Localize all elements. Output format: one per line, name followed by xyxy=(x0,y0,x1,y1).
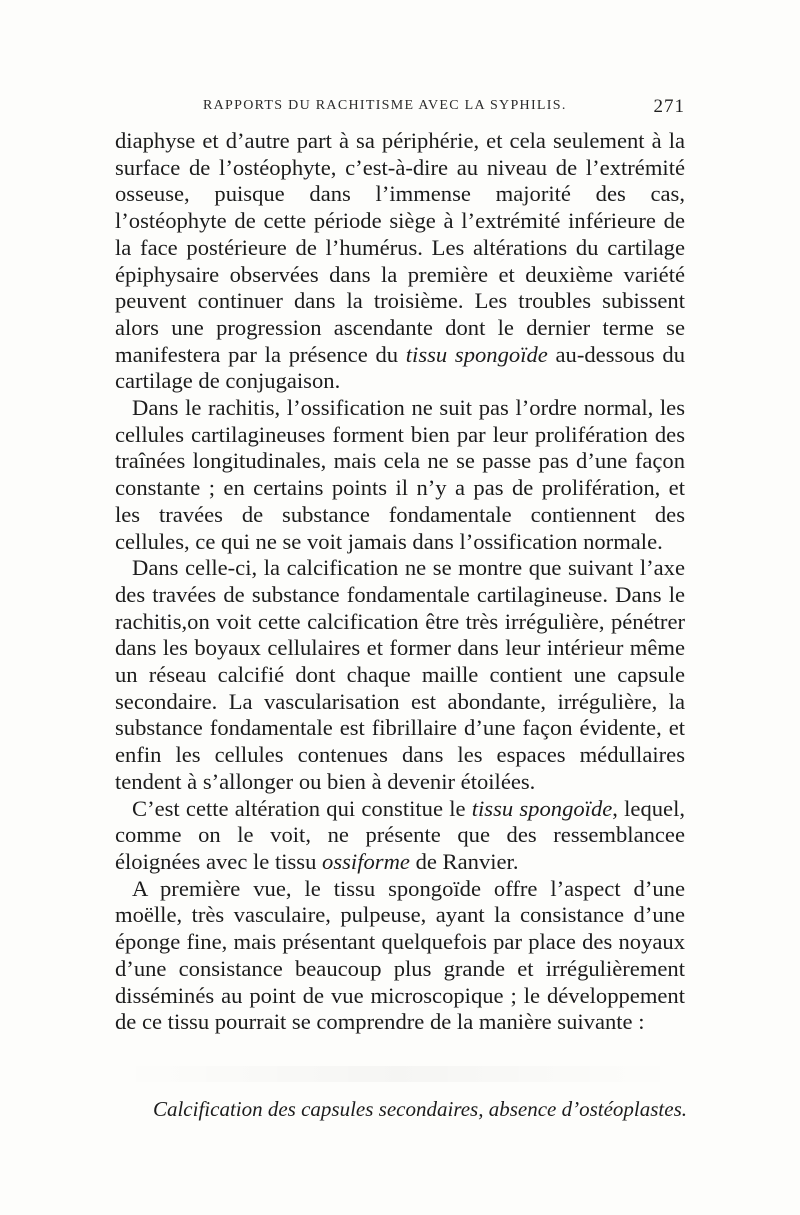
paragraph-1-text-a: diaphyse et d’autre part à sa périphérie, et cela seulement à la surface de l’ostéophyte, c’est-à-dire au niveau de l’extrémité osseuse, puisque dans l’immense majorité des cas, l’ostéophyte de cette période siège à l’extrémité inférieure de la face postérieure de l’humérus. Les altérations du cartilage épiphysaire observées dans la première et deuxième variété peuvent continuer dans la troisième. Les troubles subissent alors une progression ascendante dont le dernier terme se manifestera par la présence du xyxy=(115,128,685,367)
paragraph-4-emphasis-2: ossiforme xyxy=(322,848,410,874)
figure-caption: Calcification des capsules secondaires, absence d’ostéoplastes. xyxy=(152,1097,687,1121)
paragraph-5: A première vue, le tissu spongoïde offre l’aspect d’une moëlle, très vasculaire, pulpeuse, ayant la consistance d’une éponge fine, mais présentant quelquefois par place des noyaux d’une consistance beaucoup plus grande et irrégulièrement disséminés au point de vue microscopique ; le développement de ce tissu pourrait se comprendre de la manière suivante : xyxy=(115,875,685,1035)
paragraph-3: Dans celle-ci, la calcification ne se montre que suivant l’axe des travées de substance fondamentale cartilagineuse. Dans le rachitis,on voit cette calcification être très irrégulière, pénétrer dans les boyaux cellulaires et former dans leur intérieur même un réseau calcifié dont chaque maille contient une capsule secondaire. La vascularisation est abondante, irrégulière, la substance fondamentale est fibrillaire d’une façon évidente, et enfin les cellules contenues dans les espaces médullaires tendent à s’allonger ou bien à devenir étoilées. xyxy=(115,555,685,794)
show-through-shadow xyxy=(118,1066,678,1082)
body-text xyxy=(115,128,685,1036)
paragraph-4-text-c: de Ranvier. xyxy=(409,848,519,874)
paragraph-1 xyxy=(115,128,685,395)
running-title: RAPPORTS DU RACHITISME AVEC LA SYPHILIS. xyxy=(203,98,567,113)
page-number: 271 xyxy=(653,96,685,117)
paragraph-4-emphasis: tissu spongoïde xyxy=(471,795,613,821)
running-head xyxy=(115,96,685,124)
paragraph-1-emphasis: tissu spongoïde xyxy=(405,341,548,367)
paragraph-4 xyxy=(115,796,685,876)
paragraph-4-text-a: C’est cette altération qui constitue le xyxy=(132,795,472,821)
paragraph-1-text-b: au-dessous du cartilage de conjugaison. xyxy=(115,341,685,394)
paragraph-2: Dans le rachitis, l’ossification ne suit pas l’ordre normal, les cellules cartilagineuses forment bien par leur prolifération des traînées longitudinales, mais cela ne se passe pas d’une façon constante ; en certains points il n’y a pas de prolifération, et les travées de substance fondamentale contiennent des cellules, ce qui ne se voit jamais dans l’ossification normale. xyxy=(115,395,685,554)
paragraph-4-text-b: , lequel, comme on le voit, ne présente que des ressemblancee éloignées avec le tissu xyxy=(115,795,686,874)
